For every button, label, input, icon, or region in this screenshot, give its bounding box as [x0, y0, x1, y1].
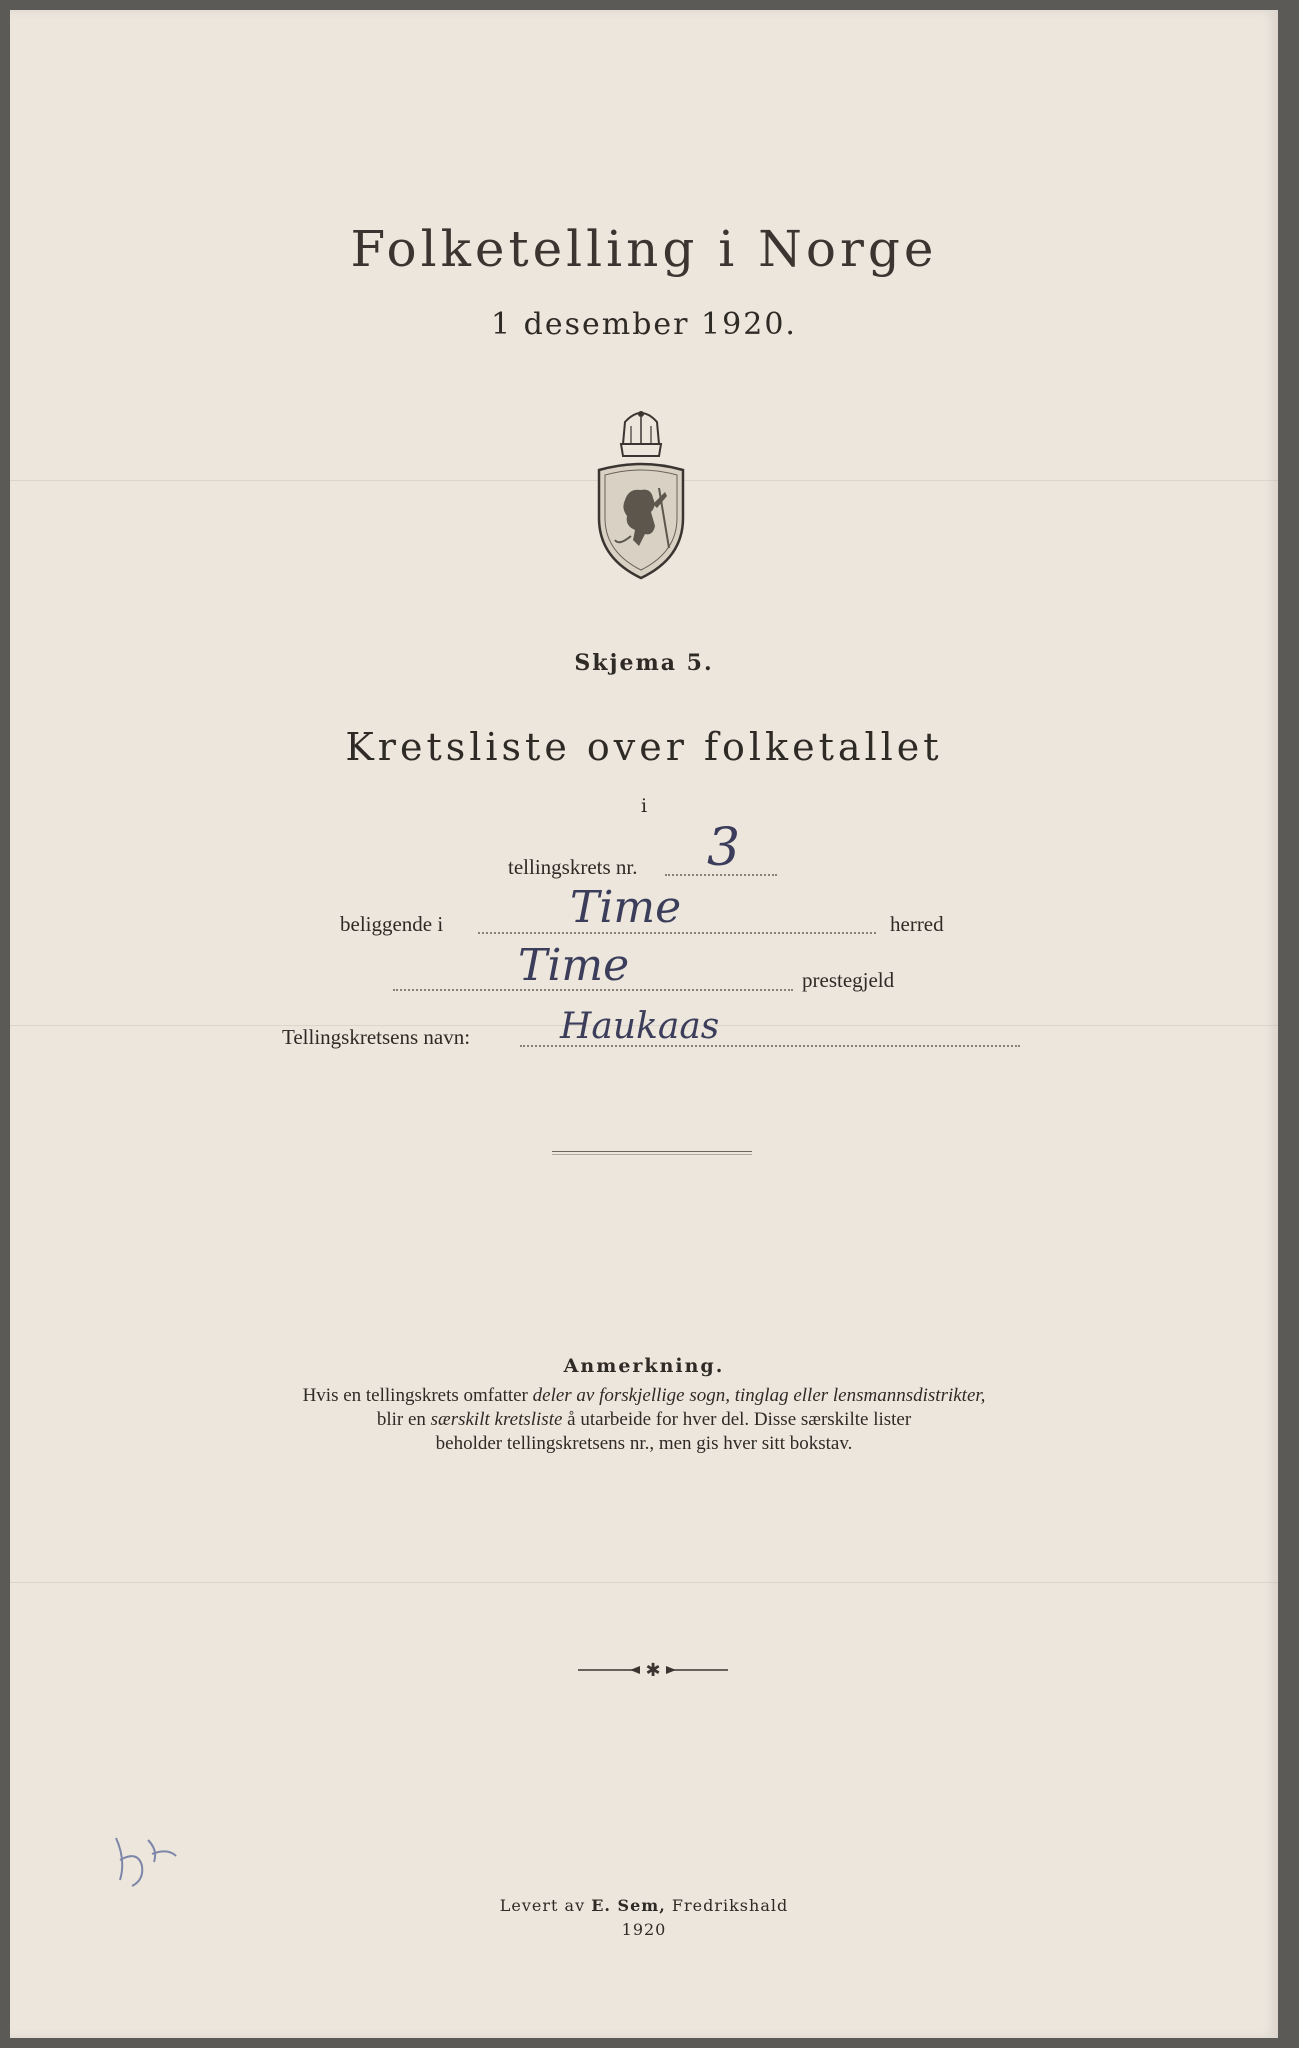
- printer-prefix: Levert av: [499, 1896, 586, 1915]
- printer-credit: [10, 1896, 1278, 1915]
- note-line-3: beholder tellingskretsens nr., men gis hver sitt bokstav.: [435, 1433, 853, 1454]
- document-title: Folketelling i Norge: [350, 220, 938, 278]
- printer-place: Fredrikshald: [671, 1896, 789, 1915]
- note-line-1-italic: deler av forskjellige sogn, tinglag eller lensmannsdistrikter,: [532, 1385, 986, 1406]
- note-line-1-plain: Hvis en tellingskrets omfatter: [302, 1385, 528, 1406]
- note-line-2-plain-b: å utarbeide for hver del. Disse særskilte lister: [567, 1409, 912, 1430]
- herred-label: herred: [890, 912, 944, 936]
- krets-name-value: Haukaas: [560, 1006, 720, 1047]
- census-form-page: [10, 10, 1278, 2038]
- krets-name-label: Tellingskretsens navn:: [282, 1025, 471, 1049]
- census-date: 1 desember 1920.: [491, 307, 797, 342]
- prestegjeld-label: prestegjeld: [802, 968, 895, 992]
- note-line-1: [10, 1385, 1278, 1407]
- note-line-2-plain-a: blir en: [376, 1409, 426, 1430]
- coat-of-arms-icon: [595, 408, 687, 580]
- printer-name: E. Sem,: [591, 1896, 666, 1915]
- pencil-mark-icon: [108, 1820, 188, 1900]
- schema-number: Skjema 5.: [574, 650, 714, 676]
- note-line-2-italic: særskilt kretsliste: [430, 1409, 563, 1430]
- note-heading: Anmerkning.: [563, 1355, 725, 1377]
- section-divider-rule: [552, 1151, 752, 1155]
- herred-value: Time: [570, 882, 682, 933]
- prestegjeld-value: Time: [518, 940, 630, 991]
- svg-text:✱: ✱: [645, 1660, 661, 1680]
- connector-word: i: [640, 795, 648, 817]
- note-line-2: [10, 1409, 1278, 1431]
- form-heading: Kretsliste over folketallet: [345, 725, 943, 769]
- krets-number-label: tellingskrets nr.: [508, 855, 638, 879]
- krets-number-value: 3: [707, 818, 741, 878]
- printer-year: 1920: [621, 1920, 667, 1939]
- paper-fold-line: [10, 1582, 1278, 1583]
- beliggende-label: beliggende i: [340, 912, 444, 936]
- star-divider-ornament-icon: [578, 1660, 728, 1680]
